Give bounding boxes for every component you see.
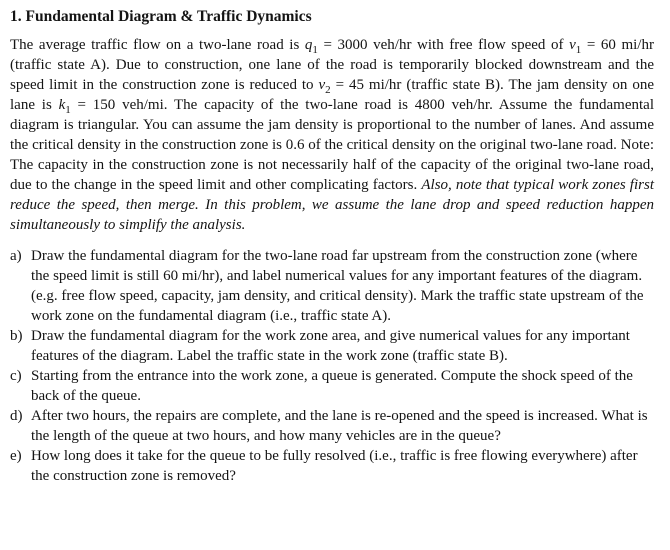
problem-item-c (10, 366, 654, 406)
problem-label-c: c) (10, 368, 22, 384)
problem-list (10, 246, 654, 486)
problem-text-b: Draw the fundamental diagram for the work zone area, and give numerical values for any important features of the diagram. Label the traffic state in the work zone (traffic state B). (31, 328, 630, 364)
problem-item-d (10, 406, 654, 446)
text-run: The average traffic flow on a two-lane road is (10, 37, 305, 53)
problem-label-a: a) (10, 248, 22, 264)
problem-item-b (10, 326, 654, 366)
problem-item-a (10, 246, 654, 326)
math-subscript: 1 (312, 44, 318, 56)
math-variable: v (318, 77, 326, 93)
math-variable: k (58, 97, 66, 113)
problem-text-e: How long does it take for the queue to be fully resolved (i.e., traffic is free flowing everywhere) after the construction zone is removed? (31, 448, 638, 484)
problem-label-e: e) (10, 448, 22, 464)
math-subscript: 1 (65, 104, 71, 116)
problem-text-a: Draw the fundamental diagram for the two-lane road far upstream from the construction zone (where the speed limit is still 60 mi/hr), and label numerical values for any important features of the diagram. (e.g. free flow speed, capacity, jam density, and critical density). Mark the traffic state upstream of the work zone on the fundamental diagram (i.e., traffic state A). (31, 248, 644, 324)
math-variable: q (304, 37, 313, 53)
math-subscript: 2 (325, 84, 331, 96)
math-subscript: 1 (575, 44, 582, 56)
problem-label-b: b) (10, 328, 23, 344)
text-run: Also, note that typical work zones first reduce the speed, then merge. In this problem, we assume the lane drop and speed reduction happen simultaneously to simplify the analysis. (10, 177, 654, 233)
problem-text-c: Starting from the entrance into the work zone, a queue is generated. Compute the shock speed of the back of the queue. (31, 368, 633, 404)
text-run: = 45 mi/hr (traffic state B). The jam density on one lane is (10, 77, 654, 113)
text-run: = 150 veh/mi. The capacity of the two-lane road is 4800 veh/hr. Assume the fundamental diagram is triangular. You can assume the jam density is proportional to the number of lanes. And assume the critical density in the construction zone is 0.6 of the critical density on the original two-lane road. Note: The capacity in the construction zone is not necessarily half of the capacity of the original two-lane road, due to the change in the speed limit and other complicating factors. (10, 97, 654, 193)
text-run: = 3000 veh/hr with free flow speed of (317, 37, 570, 53)
problem-text-d: After two hours, the repairs are complete, and the lane is re-opened and the speed is increased. What is the length of the queue at two hours, and how many vehicles are in the queue? (31, 408, 648, 444)
problem-title: 1. Fundamental Diagram & Traffic Dynamics (10, 8, 312, 25)
problem-label-d: d) (10, 408, 23, 424)
math-variable: v (569, 37, 576, 53)
problem-item-e (10, 446, 654, 486)
text-run: = 60 mi/hr (traffic state A). Due to construction, one lane of the road is temporarily blocked downstream and the speed limit in the construction zone is reduced to (10, 37, 654, 93)
intro-paragraph (10, 35, 654, 235)
